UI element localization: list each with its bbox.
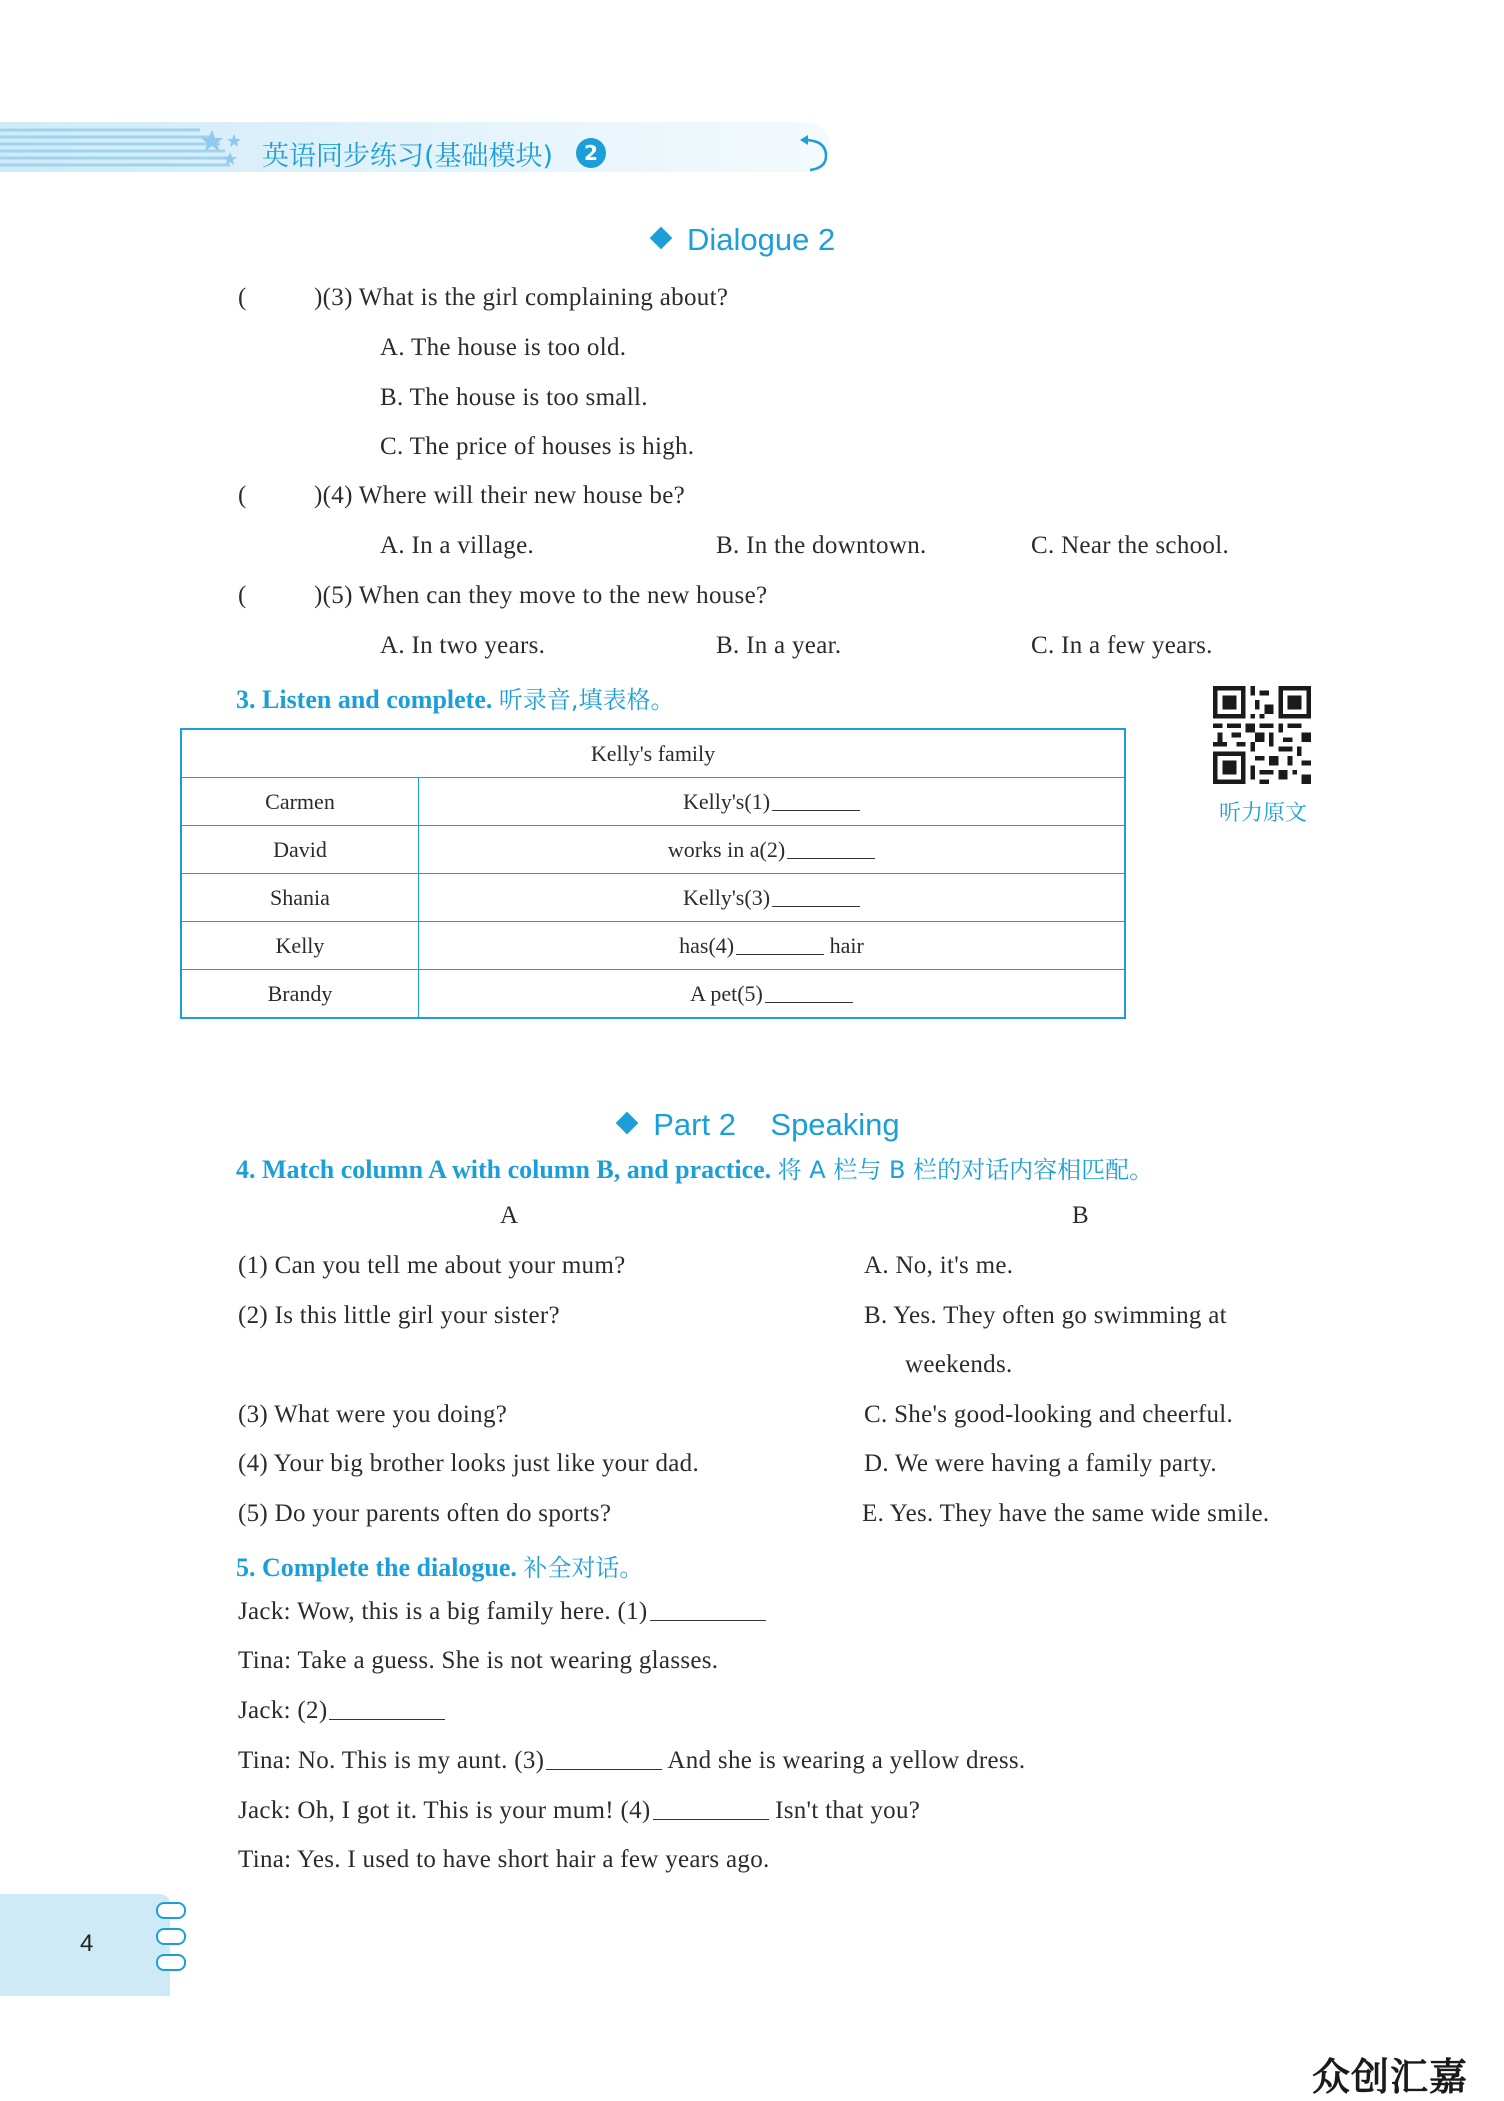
binder-rings bbox=[156, 1902, 186, 1980]
answer-blank[interactable] bbox=[787, 838, 875, 859]
column-b-item-continued: weekends. bbox=[905, 1351, 1013, 1378]
return-arrow-icon bbox=[796, 132, 832, 174]
family-member-info: Kelly's(3) bbox=[419, 874, 1126, 922]
q3-option-a: A. The house is too old. bbox=[380, 334, 627, 361]
watermark: 众创汇嘉 bbox=[1312, 2055, 1469, 2099]
dialogue-2-heading: Dialogue 2 bbox=[653, 222, 835, 258]
ring-icon bbox=[156, 1954, 186, 1971]
column-a-header: A bbox=[500, 1202, 519, 1229]
family-member-name: David bbox=[181, 826, 419, 874]
answer-blank[interactable] bbox=[772, 886, 860, 907]
qr-caption: 听力原文 bbox=[1218, 801, 1307, 826]
dialogue-line: Jack: Oh, I got it. This is your mum! (4) Isn't that you? bbox=[238, 1797, 921, 1824]
column-a-item: (2) Is this little girl your sister? bbox=[238, 1302, 560, 1329]
table-row bbox=[181, 922, 1125, 970]
dialogue-line: Tina: Take a guess. She is not wearing glasses. bbox=[238, 1647, 719, 1674]
question-4-stem: )(4) Where will their new house be? bbox=[314, 482, 686, 509]
q3-option-c: C. The price of houses is high. bbox=[380, 433, 695, 460]
q4-option-b: B. In the downtown. bbox=[716, 532, 927, 559]
q5-option-c: C. In a few years. bbox=[1031, 632, 1213, 659]
family-member-name: Kelly bbox=[181, 922, 419, 970]
column-b-item: E. Yes. They have the same wide smile. bbox=[862, 1500, 1270, 1527]
table-title-row bbox=[181, 729, 1125, 778]
question-3-bracket: ( bbox=[238, 284, 247, 311]
volume-badge: 2 bbox=[576, 138, 606, 168]
table-row bbox=[181, 970, 1125, 1019]
answer-blank[interactable] bbox=[772, 790, 860, 811]
column-b-item: C. She's good-looking and cheerful. bbox=[864, 1401, 1234, 1428]
question-4-bracket: ( bbox=[238, 482, 247, 509]
family-member-name: Brandy bbox=[181, 970, 419, 1019]
family-member-name: Shania bbox=[181, 874, 419, 922]
task-4-label: 4. Match column A with column B, and practice. 将 A 栏与 B 栏的对话内容相匹配。 bbox=[236, 1155, 1154, 1184]
question-5-bracket: ( bbox=[238, 582, 247, 609]
q5-option-b: B. In a year. bbox=[716, 632, 842, 659]
ring-icon bbox=[156, 1928, 186, 1945]
answer-blank[interactable] bbox=[765, 982, 853, 1003]
dialogue-line: Tina: No. This is my aunt. (3) And she is wearing a yellow dress. bbox=[238, 1747, 1026, 1774]
table-row bbox=[181, 778, 1125, 826]
qr-code[interactable] bbox=[1213, 686, 1311, 784]
question-3-stem: )(3) What is the girl complaining about? bbox=[314, 284, 729, 311]
answer-blank[interactable] bbox=[650, 1600, 766, 1621]
answer-blank[interactable] bbox=[329, 1699, 445, 1720]
part-2-heading: Part 2 Speaking bbox=[602, 1071, 900, 1143]
q5-option-a: A. In two years. bbox=[380, 632, 546, 659]
answer-blank[interactable] bbox=[653, 1799, 769, 1820]
diamond-icon bbox=[650, 227, 673, 250]
column-a-item: (4) Your big brother looks just like your dad. bbox=[238, 1450, 699, 1477]
book-title: 英语同步练习(基础模块) bbox=[262, 141, 554, 172]
column-b-item: B. Yes. They often go swimming at bbox=[864, 1302, 1227, 1329]
family-member-name: Carmen bbox=[181, 778, 419, 826]
q4-option-c: C. Near the school. bbox=[1031, 532, 1230, 559]
column-a-item: (1) Can you tell me about your mum? bbox=[238, 1252, 626, 1279]
dialogue-line: Jack: (2) bbox=[238, 1697, 445, 1725]
dialogue-line: Jack: Wow, this is a big family here. (1) bbox=[238, 1598, 766, 1626]
task-3-label: 3. Listen and complete. 听录音,填表格。 bbox=[236, 685, 675, 714]
question-5-stem: )(5) When can they move to the new house? bbox=[314, 582, 768, 609]
table-row bbox=[181, 874, 1125, 922]
family-member-info: works in a(2) bbox=[419, 826, 1126, 874]
task-5-label: 5. Complete the dialogue. 补全对话。 bbox=[236, 1553, 644, 1582]
column-a-item: (3) What were you doing? bbox=[238, 1401, 508, 1428]
diamond-icon bbox=[616, 1112, 639, 1135]
column-b-item: D. We were having a family party. bbox=[864, 1450, 1217, 1477]
table-row bbox=[181, 826, 1125, 874]
page-number: 4 bbox=[80, 1930, 94, 1957]
table-title: Kelly's family bbox=[181, 729, 1125, 778]
family-member-info: A pet(5) bbox=[419, 970, 1126, 1019]
column-b-item: A. No, it's me. bbox=[864, 1252, 1014, 1279]
ring-icon bbox=[156, 1902, 186, 1919]
kellys-family-table bbox=[180, 728, 1126, 1019]
q4-option-a: A. In a village. bbox=[380, 532, 535, 559]
dialogue-line: Tina: Yes. I used to have short hair a few years ago. bbox=[238, 1846, 770, 1873]
answer-blank[interactable] bbox=[736, 934, 824, 955]
q3-option-b: B. The house is too small. bbox=[380, 384, 648, 411]
column-b-header: B bbox=[1072, 1202, 1089, 1229]
answer-blank[interactable] bbox=[546, 1749, 662, 1770]
column-a-item: (5) Do your parents often do sports? bbox=[238, 1500, 612, 1527]
family-member-info: has(4) hair bbox=[419, 922, 1126, 970]
family-member-info: Kelly's(1) bbox=[419, 778, 1126, 826]
stars-icon bbox=[200, 128, 248, 168]
